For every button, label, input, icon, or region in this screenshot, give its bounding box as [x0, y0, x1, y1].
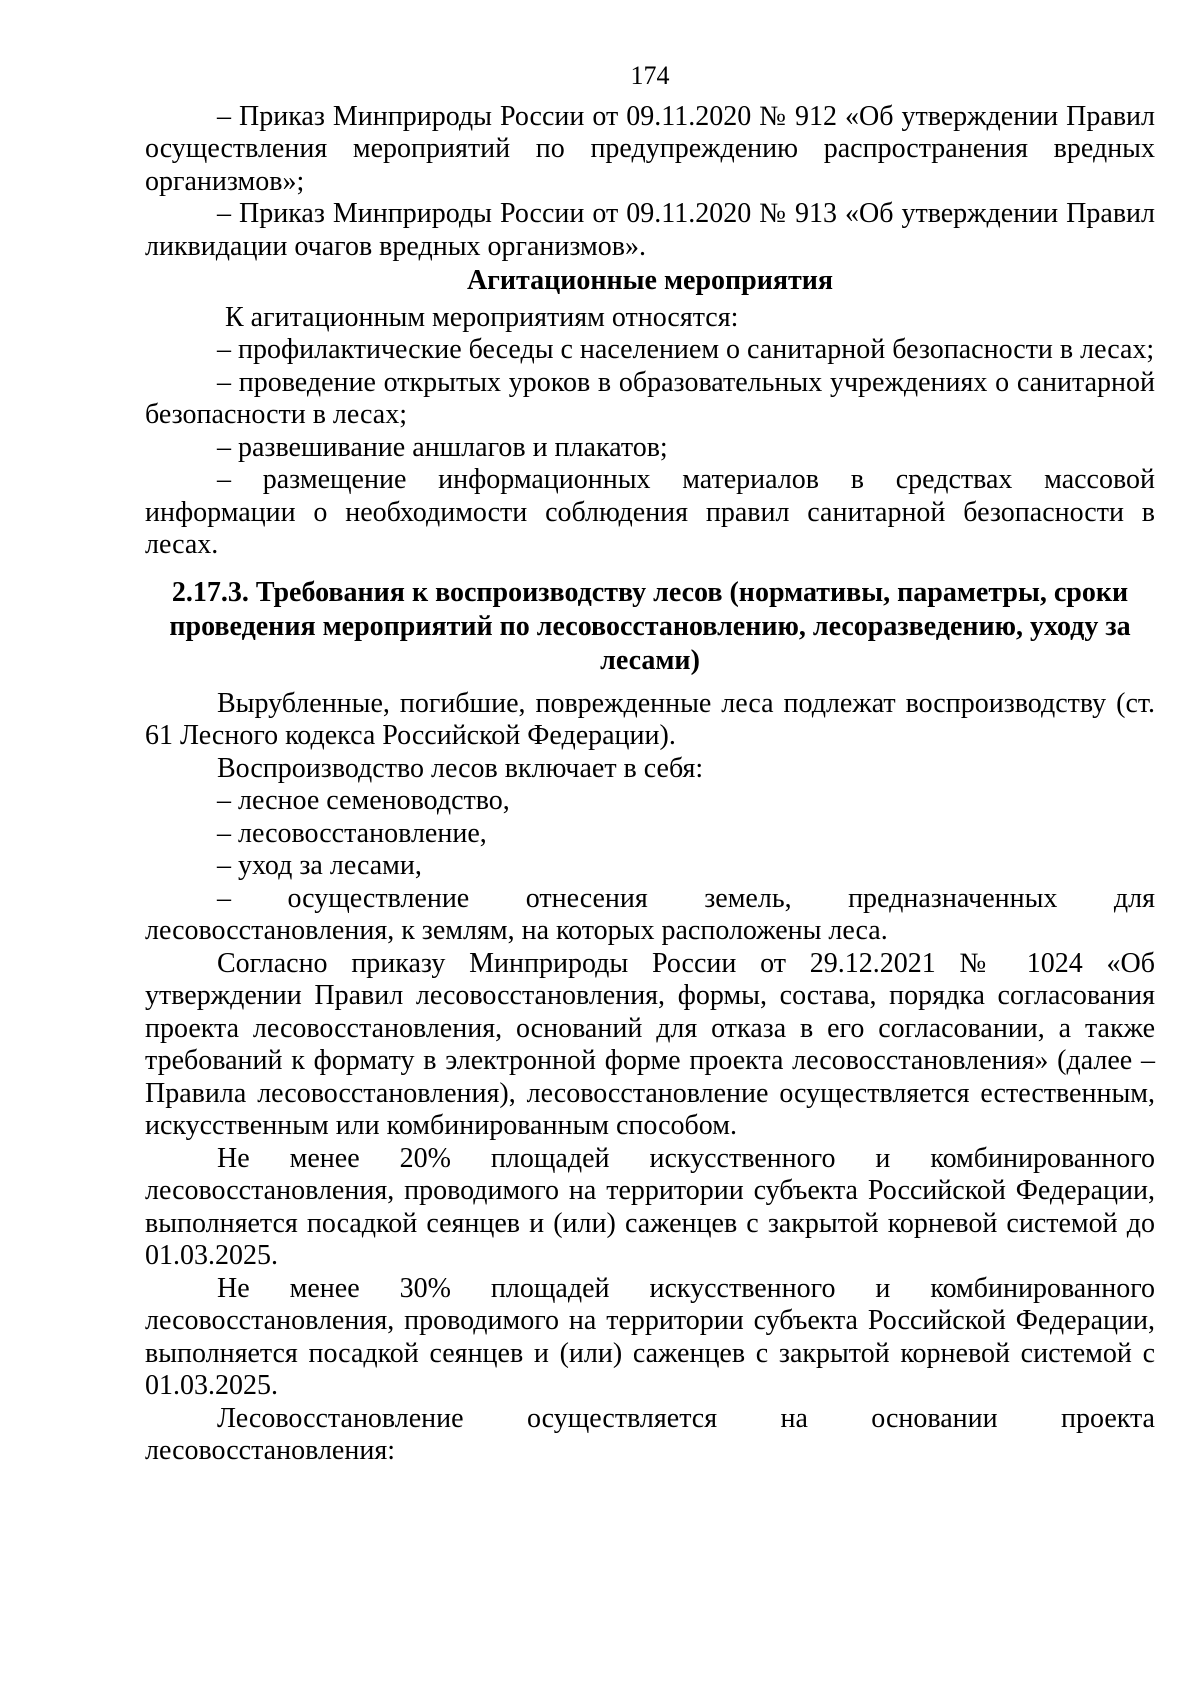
section-paragraph: Вырубленные, погибшие, поврежденные леса подлежат воспроизводству (ст. 61 Лесного кодекса Российской Федерации). — [145, 687, 1155, 751]
agitation-item: – развешивание аншлагов и плакатов; — [217, 431, 668, 463]
reproduction-list-item: – осуществление отнесения земель, предназначенных для лесовосстановления, к землям, на которых расположены леса. — [145, 882, 1155, 946]
section-paragraph: Воспроизводство лесов включает в себя: — [217, 752, 704, 784]
section-paragraph: Не менее 20% площадей искусственного и комбинированного лесовосстановления, проводимого на территории субъекта Российской Федерации, выполняется посадкой сеянцев и (или) саженцев с закрытой корневой системой до 01.03.2025. — [145, 1142, 1155, 1271]
page-number: 174 — [630, 61, 670, 90]
reproduction-list-item: – лесовосстановление, — [217, 817, 487, 849]
section-title: 2.17.3. Требования к воспроизводству лесов (нормативы, параметры, сроки проведения мероприятий по лесовосстановлению, лесоразведению, уходу за лесами) — [169, 576, 1131, 676]
reproduction-list-item: – уход за лесами, — [217, 850, 422, 881]
agitation-item: – размещение информационных материалов в средствах массовой информации о необходимости соблюдения правил санитарной безопасности в лесах. — [145, 464, 1155, 560]
section-paragraph: Лесовосстановление осуществляется на основании проекта лесовосстановления: — [145, 1402, 1155, 1466]
agitation-item: – проведение открытых уроков в образовательных учреждениях о санитарной безопасности в лесах; — [145, 366, 1155, 430]
section-paragraph: Согласно приказу Минприроды России от 29.12.2021 № 1024 «Об утверждении Правил лесовосстановления, формы, состава, порядка согласования проекта лесовосстановления, оснований для отказа в его согласовании, а также требований к формату в электронной форме проекта лесовосстановления» (далее – Правила лесовосстановления), лесовосстановление осуществляется естественным, искусственным или комбинированным способом. — [145, 947, 1155, 1141]
page-content — [145, 60, 1155, 1468]
order-912-paragraph: – Приказ Минприроды России от 09.11.2020 № 912 «Об утверждении Правил осуществления мероприятий по предупреждению распространения вредных организмов»; — [145, 100, 1155, 197]
agitation-item: – профилактические беседы с населением о санитарной безопасности в лесах; — [217, 334, 1155, 365]
order-913-paragraph: – Приказ Минприроды России от 09.11.2020 № 913 «Об утверждении Правил ликвидации очагов вредных организмов». — [145, 198, 1155, 262]
section-paragraph: Не менее 30% площадей искусственного и комбинированного лесовосстановления, проводимого на территории субъекта Российской Федерации, выполняется посадкой сеянцев и (или) саженцев с закрытой корневой системой с 01.03.2025. — [145, 1272, 1155, 1401]
agitation-intro: К агитационным мероприятиям относятся: — [225, 301, 739, 333]
agitation-heading: Агитационные мероприятия — [466, 265, 834, 296]
reproduction-list-item: – лесное семеноводство, — [217, 785, 510, 816]
